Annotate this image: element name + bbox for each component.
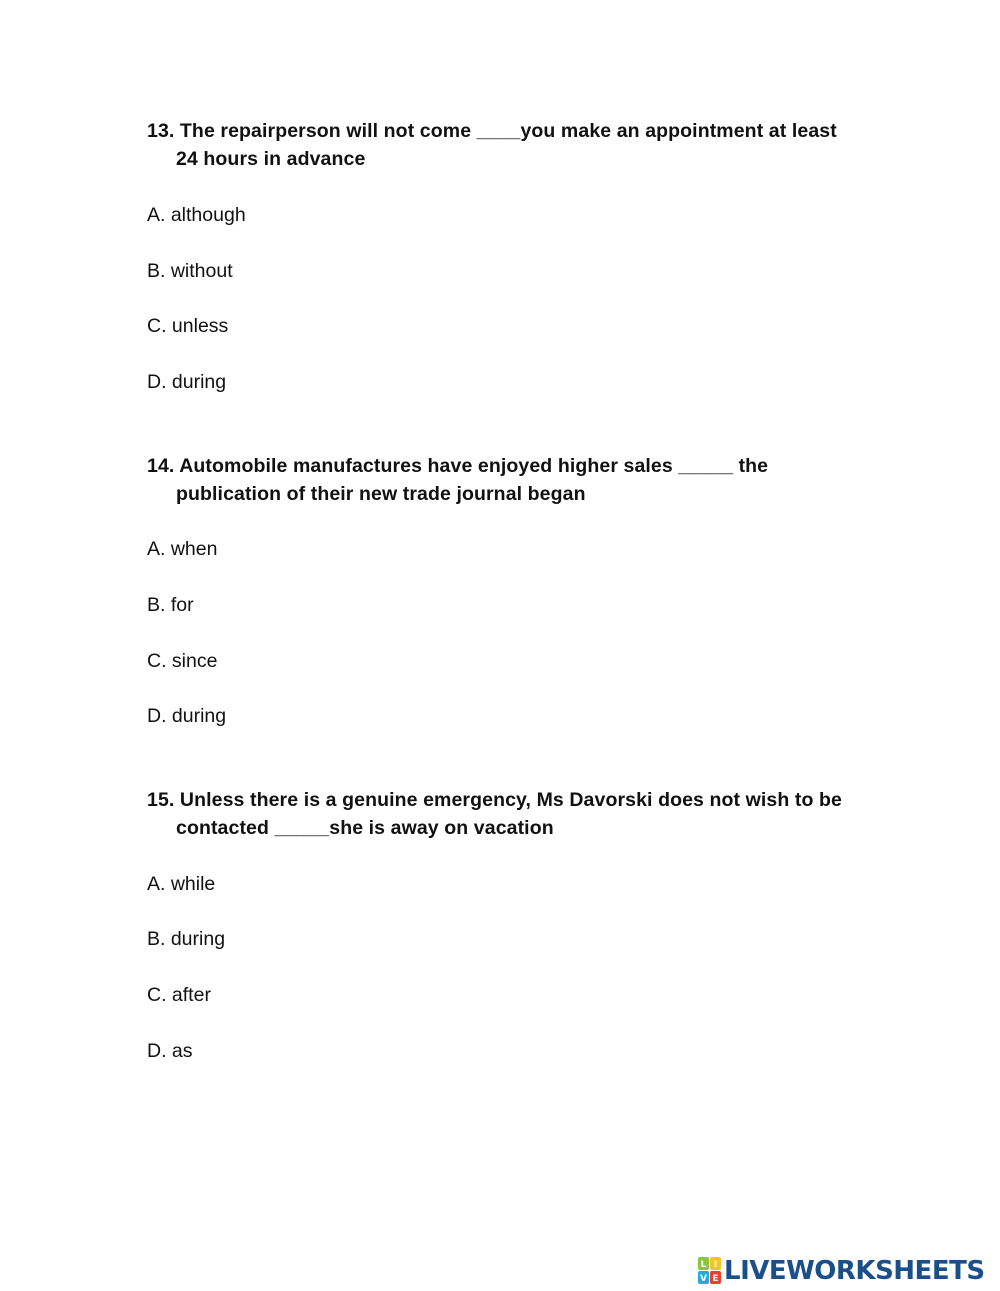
question-15-text-line1: 15. Unless there is a genuine emergency, Ms Davorski does not wish to be (147, 789, 842, 811)
question-15-option-c[interactable]: C. after (147, 984, 211, 1006)
question-14-text-line2: publication of their new trade journal began (176, 483, 586, 505)
question-13-option-b[interactable]: B. without (147, 260, 233, 282)
svg-text:L: L (700, 1260, 707, 1270)
svg-text:V: V (700, 1274, 707, 1284)
question-15-option-d[interactable]: D. as (147, 1040, 193, 1062)
question-14 (147, 452, 867, 508)
question-15-option-a[interactable]: A. while (147, 873, 216, 895)
question-13-option-a[interactable]: A. although (147, 204, 246, 226)
liveworksheets-logo-icon (698, 1257, 722, 1285)
question-13-text-line1: 13. The repairperson will not come ____you make an appointment at least (147, 120, 837, 142)
question-14-option-a[interactable]: A. when (147, 538, 218, 560)
question-14-option-c[interactable]: C. since (147, 650, 218, 672)
question-14-option-b[interactable]: B. for (147, 594, 194, 616)
question-15-text-line2: contacted _____she is away on vacation (176, 817, 554, 839)
question-14-text-line1: 14. Automobile manufactures have enjoyed higher sales _____ the (147, 455, 769, 477)
question-13-text-line2: 24 hours in advance (176, 148, 366, 170)
question-14-option-d[interactable]: D. during (147, 705, 227, 727)
question-15-option-b[interactable]: B. during (147, 928, 226, 950)
question-13 (147, 117, 867, 173)
liveworksheets-watermark (698, 1255, 985, 1287)
svg-text:E: E (712, 1274, 719, 1284)
svg-text:I: I (713, 1260, 718, 1270)
question-15 (147, 786, 867, 842)
question-13-option-c[interactable]: C. unless (147, 315, 229, 337)
question-13-option-d[interactable]: D. during (147, 371, 227, 393)
liveworksheets-wordmark: LIVEWORKSHEETS (724, 1256, 985, 1286)
